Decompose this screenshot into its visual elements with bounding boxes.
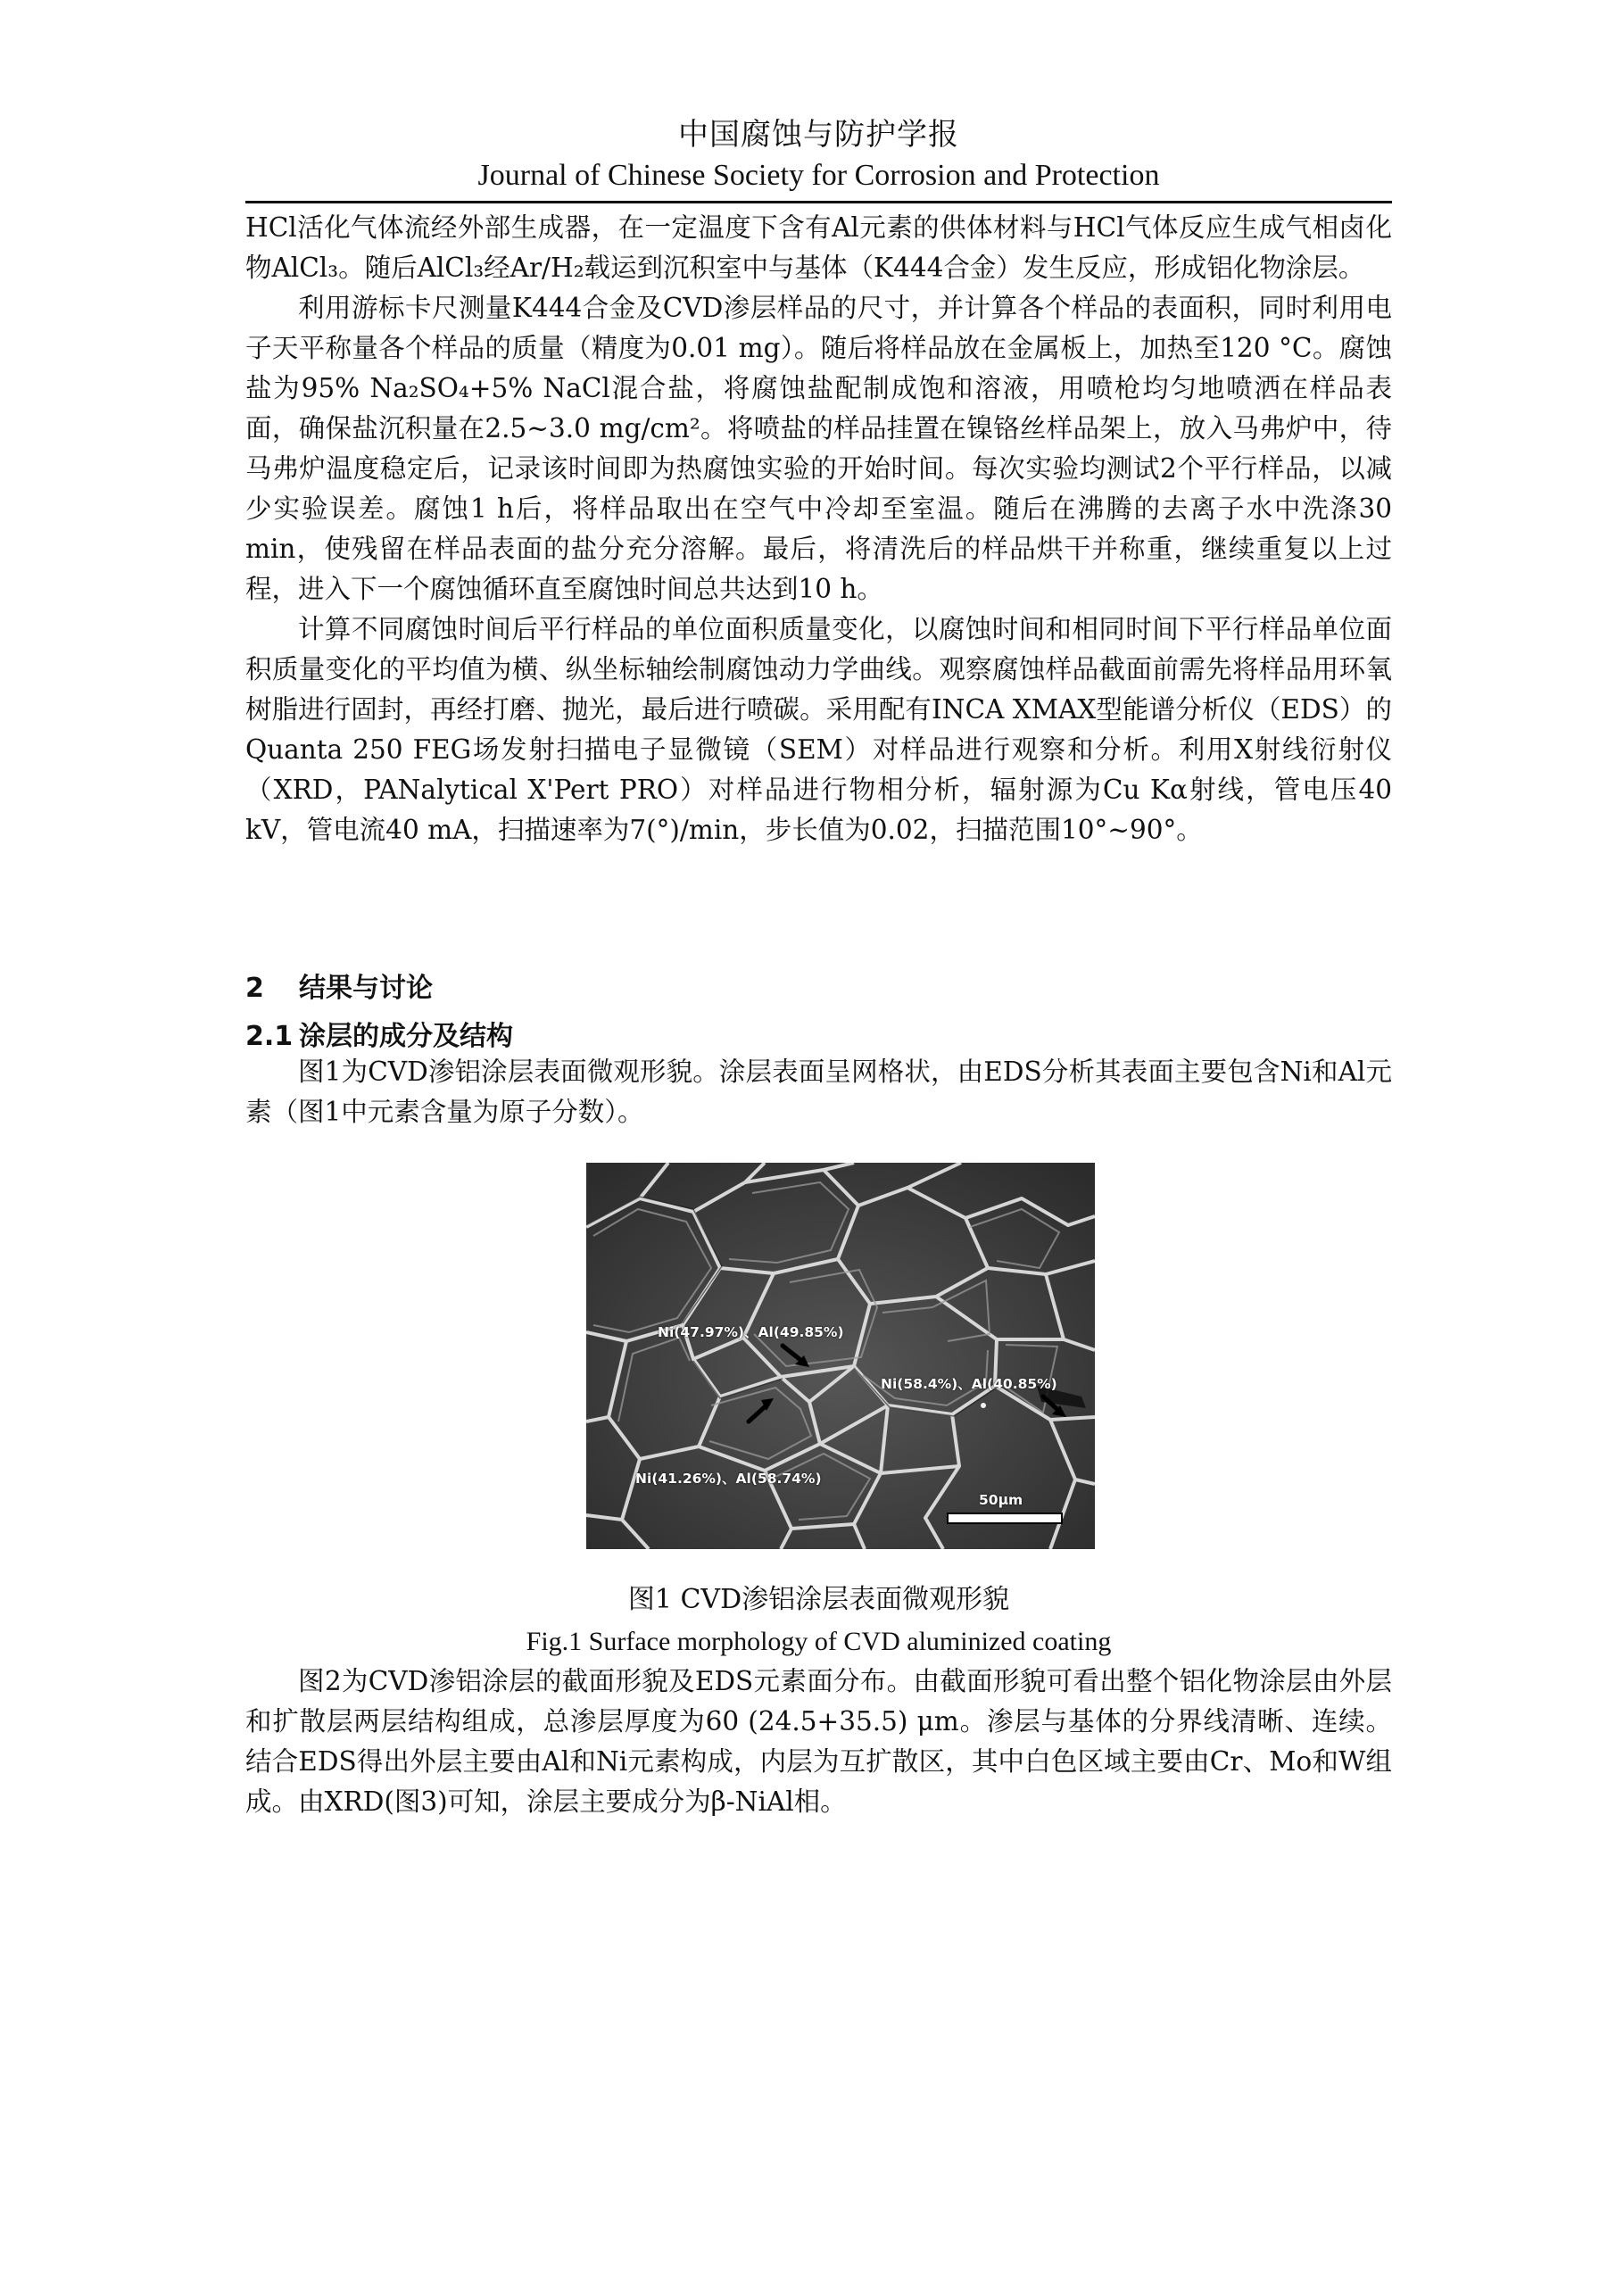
paragraph-cvd-process: HCl活化气体流经外部生成器，在一定温度下含有Al元素的供体材料与HCl气体反应生成气相卤化物AlCl₃。随后AlCl₃经Ar/H₂载运到沉积室中与基体（K444合金）发生反应，形成铝化物涂层。	[245, 212, 1392, 283]
section-number: 2.1	[245, 1021, 294, 1052]
sem-micrograph	[586, 1163, 1095, 1549]
section-heading-2	[245, 966, 433, 1005]
section-heading-2-1	[245, 1014, 513, 1053]
results-text	[245, 1052, 1392, 1132]
section-number: 2	[245, 973, 264, 1004]
figure2-text	[245, 1662, 1392, 1822]
paragraph-corrosion-test: 利用游标卡尺测量K444合金及CVD渗层样品的尺寸，并计算各个样品的表面积，同时利用电子天平称量各个样品的质量（精度为0.01 mg）。随后将样品放在金属板上，加热至120 °C。腐蚀盐为95% Na₂SO₄+5% NaCl混合盐，将腐蚀盐配制成饱和溶液，用喷枪均匀地喷洒在样品表面，确保盐沉积量在2.5~3.0 mg/cm²。将喷盐的样品挂置在镍铬丝样品架上，放入马弗炉中，待马弗炉温度稳定后，记录该时间即为热腐蚀实验的开始时间。每次实验均测试2个平行样品，以减少实验误差。腐蚀1 h后，将样品取出在空气中冷却至室温。随后在沸腾的去离子水中洗涤30 min，使残留在样品表面的盐分充分溶解。最后，将清洗后的样品烘干并称重，继续重复以上过程，进入下一个腐蚀循环直至腐蚀时间总共达到10 h。	[245, 293, 1392, 604]
section-title: 涂层的成分及结构	[299, 1021, 513, 1052]
figure1-caption-en: Fig.1 Surface morphology of CVD aluminized coating	[526, 1627, 1112, 1656]
eds-label-bottom: Ni(41.26%)、Al(58.74%)	[635, 1471, 822, 1487]
section-title: 结果与讨论	[299, 973, 433, 1004]
journal-title-cn: 中国腐蚀与防护学报	[678, 117, 959, 153]
paragraph-figure1-intro: 图1为CVD渗铝涂层表面微观形貌。涂层表面呈网格状，由EDS分析其表面主要包含Ni和Al元素（图1中元素含量为原子分数）。	[245, 1057, 1392, 1127]
methods-text	[245, 208, 1392, 850]
scale-bar	[948, 1513, 1062, 1523]
header-rule	[245, 201, 1392, 203]
journal-title-en: Journal of Chinese Society for Corrosion and Protection	[477, 159, 1160, 192]
paragraph-figure2: 图2为CVD渗铝涂层的截面形貌及EDS元素面分布。由截面形貌可看出整个铝化物涂层由外层和扩散层两层结构组成，总渗层厚度为60 (24.5+35.5) μm。渗层与基体的分界线清晰、连续。结合EDS得出外层主要由Al和Ni元素构成，内层为互扩散区，其中白色区域主要由Cr、Mo和W组成。由XRD(图3)可知，涂层主要成分为β-NiAl相。	[245, 1666, 1392, 1817]
eds-label-top: Ni(47.97%)、Al(49.85%)	[658, 1324, 844, 1340]
paragraph-characterization: 计算不同腐蚀时间后平行样品的单位面积质量变化，以腐蚀时间和相同时间下平行样品单位面积质量变化的平均值为横、纵坐标轴绘制腐蚀动力学曲线。观察腐蚀样品截面前需先将样品用环氧树脂进行固封，再经打磨、抛光，最后进行喷碳。采用配有INCA XMAX型能谱分析仪（EDS）的Quanta 250 FEG场发射扫描电子显微镜（SEM）对样品进行观察和分析。利用X射线衍射仪（XRD，PANalytical X'Pert PRO）对样品进行物相分析，辐射源为Cu Kα射线，管电压40 kV，管电流40 mA，扫描速率为7(°)/min，步长值为0.02，扫描范围10°~90°。	[245, 614, 1392, 845]
journal-header	[245, 114, 1392, 196]
eds-label-right: Ni(58.4%)、Al(40.85%)	[881, 1376, 1057, 1392]
figure1-caption-cn: 图1 CVD渗铝涂层表面微观形貌	[627, 1584, 1010, 1615]
scale-bar-label: 50μm	[979, 1492, 1023, 1508]
